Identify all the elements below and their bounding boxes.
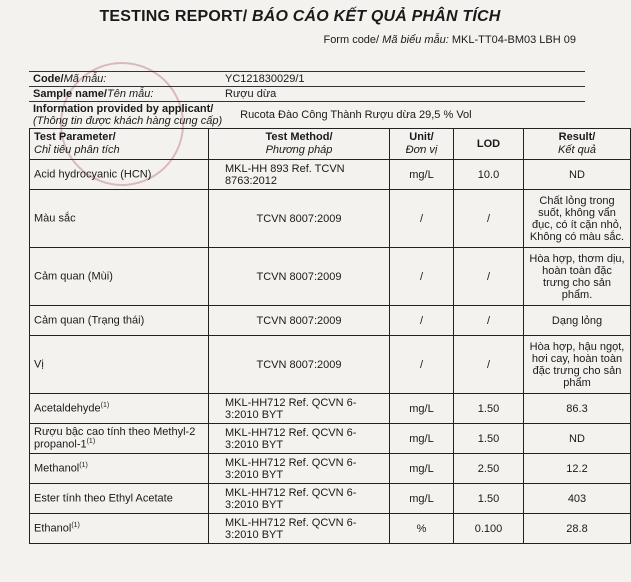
table-row <box>30 306 631 336</box>
cell-result: 28.8 <box>524 514 631 544</box>
table-row <box>30 336 631 394</box>
form-code <box>323 34 576 46</box>
cell-result: Dạng lỏng <box>524 306 631 336</box>
cell-unit: % <box>390 514 454 544</box>
table-row <box>30 454 631 484</box>
cell-method: MKL-HH712 Ref. QCVN 6-3:2010 BYT <box>209 454 390 484</box>
cell-param: Ester tính theo Ethyl Acetate <box>30 484 209 514</box>
cell-unit: / <box>390 306 454 336</box>
report-sheet <box>29 71 625 544</box>
cell-result: 403 <box>524 484 631 514</box>
cell-unit: / <box>390 190 454 248</box>
cell-method: MKL-HH712 Ref. QCVN 6-3:2010 BYT <box>209 394 390 424</box>
cell-lod: / <box>454 190 524 248</box>
cell-result: Chất lỏng trong suốt, không vẩn đục, có ít cặn nhỏ, Không có màu sắc. <box>524 190 631 248</box>
cell-param: Acetaldehyde$^{(1)}$ <box>30 394 209 424</box>
cell-unit: / <box>390 336 454 394</box>
table-row <box>30 394 631 424</box>
results-table <box>29 128 631 544</box>
cell-result: ND <box>524 424 631 454</box>
header-lod: LOD <box>454 129 524 160</box>
info-code-row <box>29 71 585 87</box>
cell-result: 86.3 <box>524 394 631 424</box>
form-code-value: MKL-TT04-BM03 LBH 09 <box>451 34 576 46</box>
table-row <box>30 248 631 306</box>
cell-param: Ethanol$^{(1)}$ <box>30 514 209 544</box>
table-row <box>30 190 631 248</box>
cell-param: Methanol$^{(1)}$ <box>30 454 209 484</box>
info-sample-label: Sample name/Tên mẫu: <box>33 88 154 100</box>
info-applicant-row <box>29 102 585 128</box>
cell-lod: / <box>454 336 524 394</box>
cell-result: ND <box>524 160 631 190</box>
cell-method: TCVN 8007:2009 <box>209 336 390 394</box>
cell-method: MKL-HH 893 Ref. TCVN 8763:2012 <box>209 160 390 190</box>
table-row <box>30 160 631 190</box>
form-code-label: Form code/ <box>323 34 380 46</box>
cell-unit: mg/L <box>390 394 454 424</box>
cell-unit: / <box>390 248 454 306</box>
cell-lod: 2.50 <box>454 454 524 484</box>
info-sample-row <box>29 87 585 102</box>
cell-method: TCVN 8007:2009 <box>209 190 390 248</box>
cell-lod: 1.50 <box>454 424 524 454</box>
table-row <box>30 424 631 454</box>
cell-lod: 10.0 <box>454 160 524 190</box>
form-code-label-vn: Mã biểu mẫu: <box>382 34 449 46</box>
cell-param: Cảm quan (Trạng thái) <box>30 306 209 336</box>
cell-method: MKL-HH712 Ref. QCVN 6-3:2010 BYT <box>209 424 390 454</box>
cell-lod: 0.100 <box>454 514 524 544</box>
info-code-label: Code/Mã mẫu: <box>33 73 107 85</box>
cell-param: Cảm quan (Mùi) <box>30 248 209 306</box>
report-title <box>0 8 600 26</box>
header-result: Result/ Kết quả <box>524 129 631 160</box>
header-unit: Unit/ Đơn vị <box>390 129 454 160</box>
title-en: TESTING REPORT/ <box>99 8 248 25</box>
header-param: Test Parameter/ Chỉ tiêu phân tích <box>30 129 209 160</box>
cell-lod: / <box>454 306 524 336</box>
cell-method: MKL-HH712 Ref. QCVN 6-3:2010 BYT <box>209 484 390 514</box>
cell-param: Vị <box>30 336 209 394</box>
cell-unit: mg/L <box>390 484 454 514</box>
cell-unit: mg/L <box>390 454 454 484</box>
table-header-row <box>30 129 631 160</box>
info-code-value: YC121830029/1 <box>225 73 305 85</box>
cell-param: Màu sắc <box>30 190 209 248</box>
cell-method: MKL-HH712 Ref. QCVN 6-3:2010 BYT <box>209 514 390 544</box>
cell-lod: / <box>454 248 524 306</box>
cell-result: Hòa hợp, hậu ngọt, hơi cay, hoàn toàn đặc trưng cho sản phẩm <box>524 336 631 394</box>
table-row <box>30 514 631 544</box>
cell-lod: 1.50 <box>454 394 524 424</box>
cell-unit: mg/L <box>390 160 454 190</box>
cell-method: TCVN 8007:2009 <box>209 248 390 306</box>
table-row <box>30 484 631 514</box>
info-applicant-label: Information provided by applicant/ (Thông tin được khách hàng cung cấp) <box>33 103 223 127</box>
cell-result: Hòa hợp, thơm dịu, hoàn toàn đặc trưng cho sản phẩm. <box>524 248 631 306</box>
cell-param: Rượu bậc cao tính theo Methyl-2 propanol-1$^{(1)}$ <box>30 424 209 454</box>
info-sample-value: Rượu dừa <box>225 88 277 100</box>
header-method: Test Method/ Phương pháp <box>209 129 390 160</box>
info-applicant-value: Rucota Đào Công Thành Rượu dừa 29,5 % Vol <box>240 109 472 121</box>
cell-lod: 1.50 <box>454 484 524 514</box>
cell-result: 12.2 <box>524 454 631 484</box>
cell-unit: mg/L <box>390 424 454 454</box>
cell-method: TCVN 8007:2009 <box>209 306 390 336</box>
title-vn: BÁO CÁO KẾT QUẢ PHÂN TÍCH <box>252 8 501 25</box>
cell-param: Acid hydrocyanic (HCN) <box>30 160 209 190</box>
